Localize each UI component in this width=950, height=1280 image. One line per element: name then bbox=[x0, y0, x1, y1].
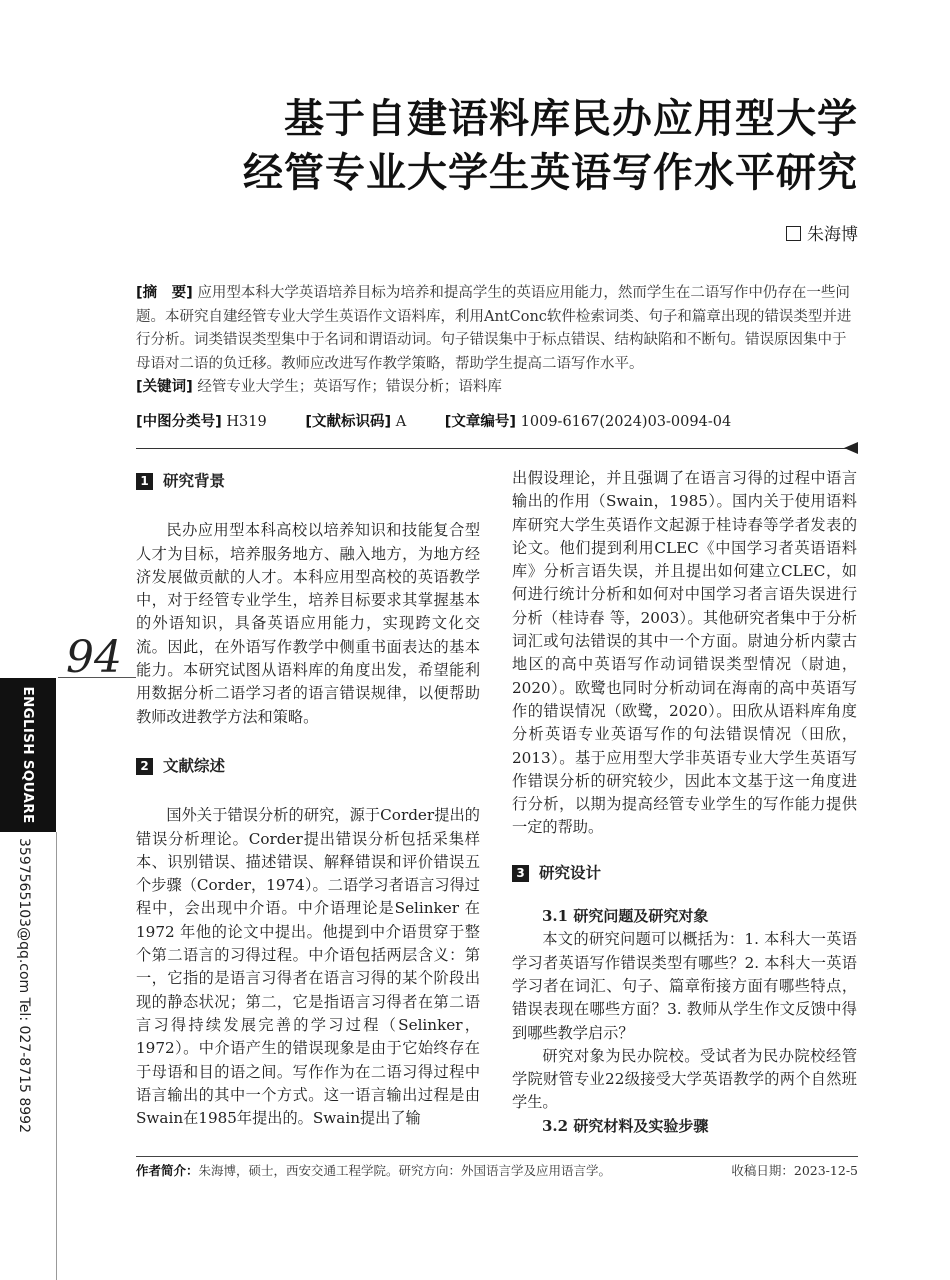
section-3-heading bbox=[512, 862, 857, 885]
doc-code-value: A bbox=[395, 414, 407, 430]
journal-tab bbox=[0, 678, 56, 832]
page-number: 94 bbox=[66, 632, 122, 683]
footer-divider bbox=[136, 1156, 858, 1157]
abstract-text: 应用型本科大学英语培养目标为培养和提高学生的英语应用能力，然而学生在二语写作中仍存在一些问题。本研究自建经管专业大学生英语作文语料库，利用AntConc软件检索词类、句子和篇章出现的错误类型并进行分析。词类错误类型集中于名词和谓语动词。句子错误集中于标点错误、结构缺陷和不断句。错误原因集中于母语对二语的负迁移。教师应改进写作教学策略，帮助学生提高二语写作水平。 bbox=[136, 285, 852, 372]
author-bio bbox=[136, 1161, 611, 1179]
clc-label: [中图分类号] bbox=[136, 414, 222, 430]
section-number: 1 bbox=[136, 473, 153, 490]
title-line-2: 经管专业大学生英语写作水平研究 bbox=[243, 150, 858, 196]
author-line bbox=[786, 220, 858, 245]
keywords-text: 经管专业大学生；英语写作；错误分析；语料库 bbox=[197, 379, 502, 395]
journal-name: ENGLISH SQUARE bbox=[20, 686, 36, 824]
classification-row bbox=[136, 410, 765, 431]
article-no-label: [文章编号] bbox=[444, 414, 517, 430]
article-no-value: 1009-6167(2024)03-0094-04 bbox=[520, 414, 732, 430]
footer bbox=[136, 1161, 858, 1179]
abstract-block bbox=[136, 282, 858, 400]
section-number: 2 bbox=[136, 758, 153, 775]
paragraph: 本文的研究问题可以概括为：1. 本科大一英语学习者英语写作错误类型有哪些？2. 本科大一英语学习者在词汇、句子、篇章衔接方面有哪些特点，错误表现在哪些方面？3. 教师从学生作文反馈中得到哪些教学启示？ bbox=[512, 930, 857, 1042]
paragraph: 民办应用型本科高校以培养知识和技能复合型人才为目标，培养服务地方、融入地方，为地方经济发展做贡献的人才。本科应用型高校的英语教学中，对于经管专业学生，培养目标要求其掌握基本的外语知识，具备英语应用能力，实现跨文化交流。因此，在外语写作教学中侧重书面表达的基本能力。本研究试图从语料库的角度出发，希望能利用数据分析二语学习者的语言错误规律，以便帮助教师改进教学方法和策略。 bbox=[136, 521, 480, 726]
title-line-1: 基于自建语料库民办应用型大学 bbox=[284, 96, 858, 142]
bio-text: 朱海博，硕士，西安交通工程学院。研究方向：外国语言学及应用语言学。 bbox=[198, 1163, 612, 1178]
author-name: 朱海博 bbox=[807, 225, 858, 245]
section-number: 3 bbox=[512, 865, 529, 882]
keywords bbox=[136, 376, 858, 400]
arrow-left-icon bbox=[844, 442, 858, 454]
section-2-heading bbox=[136, 755, 480, 778]
clc-value: H319 bbox=[226, 414, 267, 430]
section-1-heading bbox=[136, 470, 480, 493]
received-date: 收稿日期：2023-12-5 bbox=[731, 1163, 858, 1178]
section-title: 研究设计 bbox=[539, 863, 602, 882]
right-column bbox=[512, 467, 857, 1138]
left-column bbox=[136, 470, 480, 1130]
bio-label: 作者简介： bbox=[136, 1163, 199, 1178]
paragraph: 出假设理论，并且强调了在语言习得的过程中语言输出的作用（Swain，1985）。国内关于使用语料库研究大学生英语作文起源于桂诗春等学者发表的论文。他们提到利用CLEC《中国学习者英语语料库》分析言语失误，并且提出如何建立CLEC，如何进行统计分析和如何对中国学习者言语失误进行分析（桂诗春 等，2003）。其他研究者集中于分析词汇或句法错误的其中一个方面。尉迪分析内蒙古地区的高中英语写作动词错误类型情况（尉迪，2020）。欧鹭也同时分析动词在海南的高中英语写作的错误情况（欧鹭，2020）。田欣从语料库角度分析英语专业英语写作的句法错误情况（田欣，2013）。基于应用型大学非英语专业大学生英语写作错误分析的研究较少，因此本文基于这一角度进行分析，以期为提高经管专业学生的写作能力提供一定的帮助。 bbox=[512, 469, 857, 837]
paragraph: 研究对象为民办院校。受试者为民办院校经管学院财管专业22级接受大学英语教学的两个自然班学生。 bbox=[512, 1046, 857, 1112]
doc-code-label: [文献标识码] bbox=[305, 414, 392, 430]
paper-title bbox=[243, 92, 858, 200]
square-icon bbox=[786, 226, 801, 241]
side-rule bbox=[56, 832, 57, 1280]
page-number-rule bbox=[58, 677, 136, 678]
abstract bbox=[136, 282, 858, 376]
abstract-label: [摘 要] bbox=[136, 285, 193, 301]
keywords-label: [关键词] bbox=[136, 379, 193, 395]
subsection-heading: 3.2 研究材料及实验步骤 bbox=[542, 1116, 709, 1135]
paragraph: 国外关于错误分析的研究，源于Corder提出的错误分析理论。Corder提出错误分析包括采集样本、识别错误、描述错误、解释错误和评价错误五个步骤（Corder，1974）。二语学习者语言习得过程中，会出现中介语。中介语理论是Selinker 在 1972 年他的论文中提出。他提到中介语贯穿于整个第二语言的习得过程。中介语包括两层含义：第一，它指的是语言习得者在语言习得的某个阶段出现的静态状况；第二，它是指语言习得者在第二语言习得持续发展完善的学习过程（Selinker，1972）。中介语产生的错误现象是由于它始终存在于母语和目的语之间。写作作为在二语习得过程中语言输出的其中一个方式。这一语言输出过程是由Swain在1985年提出的。Swain提出了输 bbox=[136, 806, 480, 1128]
section-title: 研究背景 bbox=[163, 472, 226, 490]
journal-contact: 3597565103@qq.com Tel: 027-8715 8992 bbox=[16, 838, 32, 1133]
header-divider bbox=[136, 448, 846, 449]
subsection-heading: 3.1 研究问题及研究对象 bbox=[542, 907, 709, 926]
section-title: 文献综述 bbox=[163, 756, 226, 775]
